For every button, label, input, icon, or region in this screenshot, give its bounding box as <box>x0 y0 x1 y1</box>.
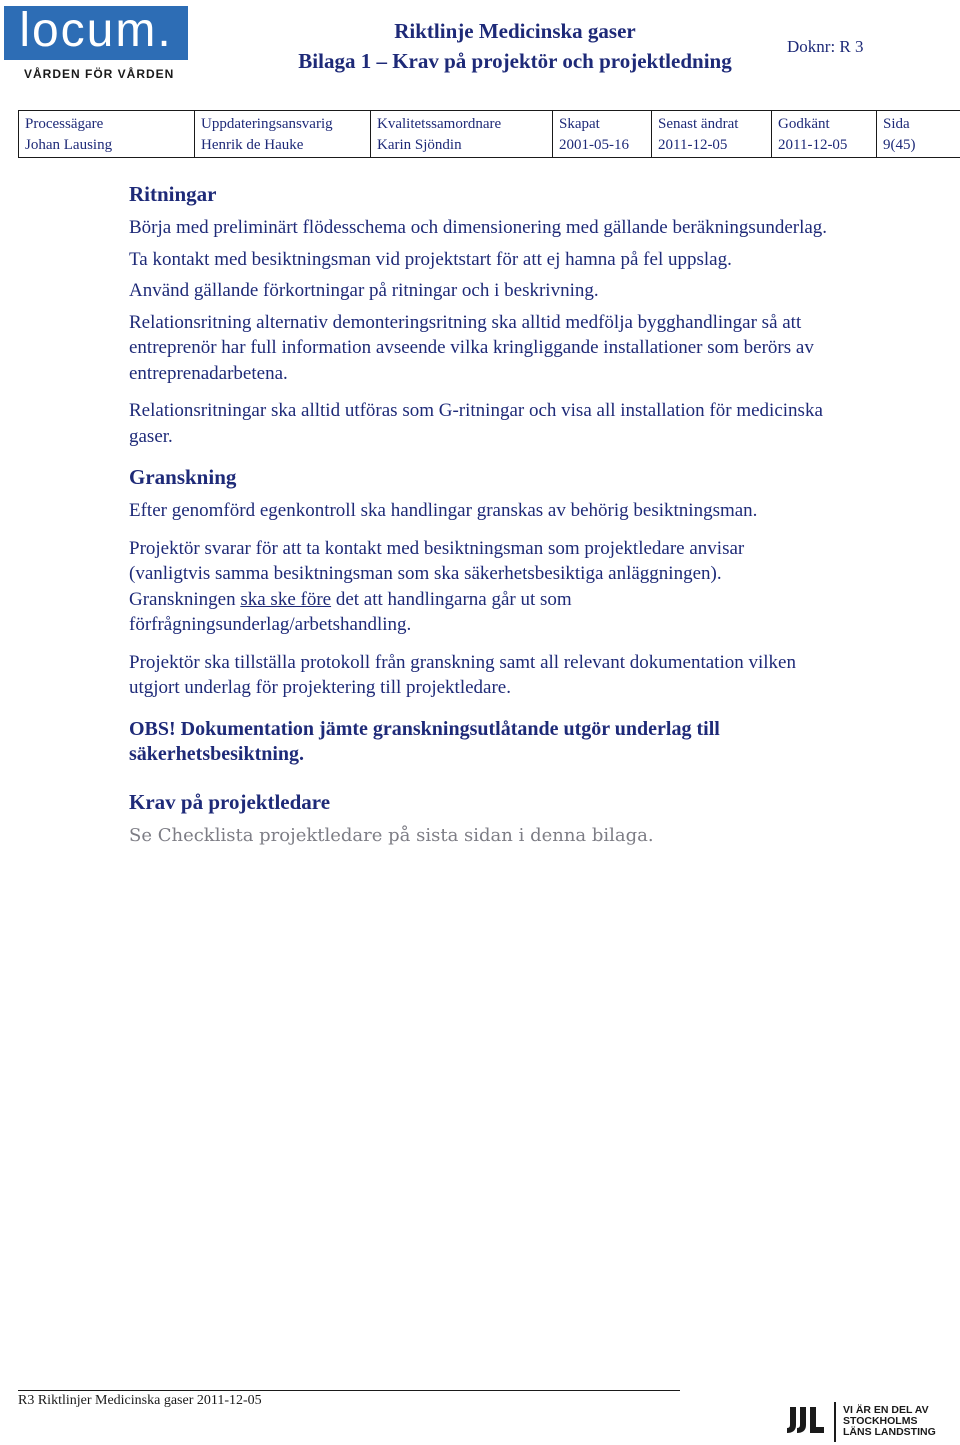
title-line-1: Riktlinje Medicinska gaser <box>394 19 636 43</box>
document-body <box>129 180 829 860</box>
meta-value: 2011-12-05 <box>778 137 848 153</box>
underlined-text: ska ske före <box>240 588 332 610</box>
meta-value: 9(45) <box>883 137 916 153</box>
section-heading-ritningar: Ritningar <box>129 182 217 206</box>
meta-cell-created <box>553 111 652 158</box>
meta-value: Karin Sjöndin <box>377 137 462 153</box>
sll-divider <box>834 1402 836 1442</box>
logo-tagline: VÅRDEN FÖR VÅRDEN <box>24 67 175 81</box>
title-line-2: Bilaga 1 – Krav på projektör och projektledning <box>298 49 732 73</box>
meta-value: 2011-12-05 <box>658 137 728 153</box>
meta-cell-approved <box>772 111 877 158</box>
locum-logo <box>4 6 188 60</box>
document-meta-table <box>18 110 960 158</box>
sll-logo-icon <box>786 1405 826 1435</box>
meta-value: Henrik de Hauke <box>201 137 304 153</box>
footer-divider <box>18 1390 680 1391</box>
document-title <box>250 16 780 76</box>
meta-label: Senast ändrat <box>658 116 739 132</box>
meta-label: Uppdateringsansvarig <box>201 116 333 132</box>
document-number: Doknr: R 3 <box>787 37 864 56</box>
meta-cell-last-changed <box>652 111 772 158</box>
paragraph: Efter genomförd egenkontroll ska handlingar granskas av behörig besiktningsman. <box>129 500 758 521</box>
paragraph: Se Checklista projektledare på sista sidan i denna bilaga. <box>129 824 654 846</box>
obs-notice: OBS! Dokumentation jämte granskningsutlåtande utgör underlag till säkerhetsbesiktning. <box>129 717 720 765</box>
sll-line: VI ÄR EN DEL AV <box>843 1404 929 1416</box>
section-heading-projektledare: Krav på projektledare <box>129 789 331 814</box>
sll-line: LÄNS LANDSTING <box>843 1426 936 1438</box>
text-run: det att handlingarna går ut som förfrågningsunderlag/arbetshandling. <box>129 588 572 635</box>
meta-label: Processägare <box>25 116 104 132</box>
paragraph: Relationsritning alternativ demonteringsritning ska alltid medfölja bygghandlingar så att entreprenör har full information avseende vilka kringliggande installationer som berörs av entreprenadarbetena. <box>129 311 814 384</box>
meta-value: 2001-05-16 <box>559 137 629 153</box>
paragraph: Börja med preliminärt flödesschema och dimensionering med gällande beräkningsunderlag. <box>129 217 828 238</box>
text-run: Projektör svarar för att ta kontakt med besiktningsman som projektledare anvisar (vanligtvis samma besiktningsman som ska säkerhetsbesiktiga anläggningen). Granskningen <box>129 537 745 610</box>
paragraph <box>129 536 829 638</box>
meta-cell-quality-coordinator <box>371 111 553 158</box>
paragraph: Projektör ska tillställa protokoll från granskning samt all relevant dokumentation vilken utgjort underlag för projektering till projektledare. <box>129 651 796 698</box>
meta-value: Johan Lausing <box>25 137 113 153</box>
paragraph: Relationsritningar ska alltid utföras som G-ritningar och visa all installation för medicinska gaser. <box>129 400 823 447</box>
section-heading-granskning: Granskning <box>129 465 237 489</box>
meta-cell-process-owner <box>19 111 195 158</box>
footer-text: R3 Riktlinjer Medicinska gaser 2011-12-05 <box>18 1393 262 1408</box>
paragraph: Använd gällande förkortningar på ritningar och i beskrivning. <box>129 280 599 301</box>
meta-label: Kvalitetssamordnare <box>377 116 502 132</box>
meta-cell-page <box>877 111 960 158</box>
meta-label: Skapat <box>559 116 600 132</box>
meta-row <box>19 111 960 158</box>
sll-line: STOCKHOLMS <box>843 1415 918 1427</box>
paragraph: Ta kontakt med besiktningsman vid projektstart för att ej hamna på fel uppslag. <box>129 248 732 270</box>
sll-logo-text <box>843 1405 936 1438</box>
meta-cell-update-responsible <box>195 111 371 158</box>
meta-label: Sida <box>883 116 910 132</box>
logo-text: locum. <box>19 4 173 57</box>
meta-label: Godkänt <box>778 116 830 132</box>
